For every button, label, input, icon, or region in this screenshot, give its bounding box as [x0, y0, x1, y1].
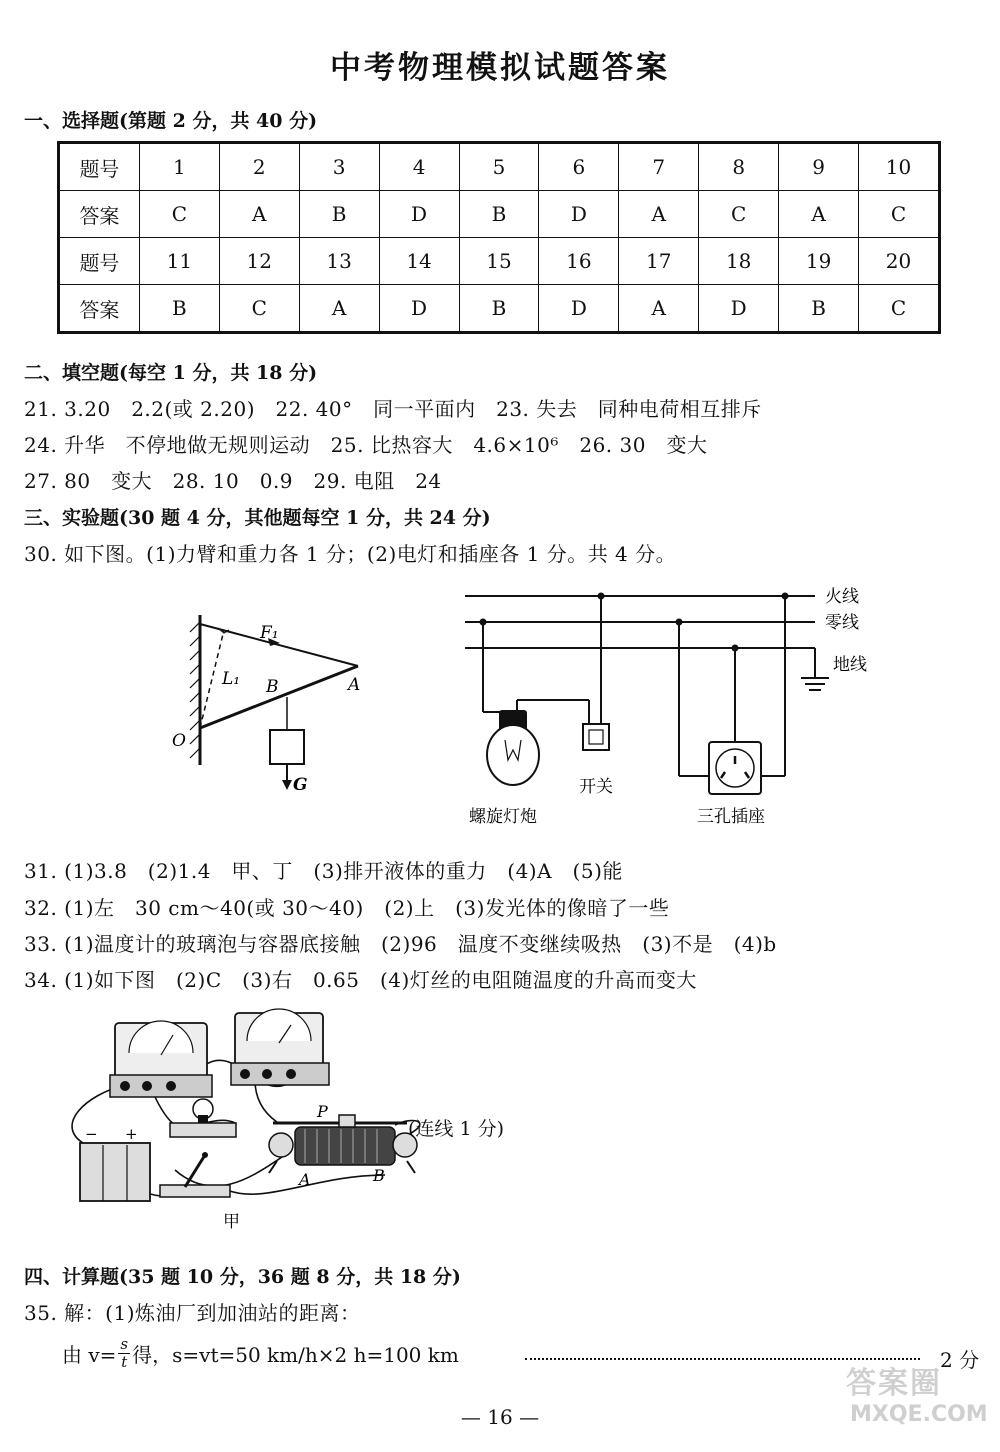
label-a: A	[348, 675, 361, 695]
answer-cell: A	[619, 191, 699, 238]
answer-cell: A	[779, 191, 859, 238]
answer-cell: 14	[379, 238, 459, 285]
answer-cell: 17	[619, 238, 699, 285]
battery-minus-label: −	[85, 1125, 98, 1143]
fill-line-2: 24. 升华 不停地做无规则运动 25. 比热容大 4.6×10⁶ 26. 30 变大	[24, 433, 708, 457]
answer-cell: 10	[859, 143, 940, 191]
label-o: O	[172, 731, 186, 751]
knife-switch	[160, 1152, 230, 1197]
answer-cell: 7	[619, 143, 699, 191]
section-2-heading: 二、填空题(每空 1 分，共 18 分)	[24, 362, 318, 384]
q32-line: 32. (1)左 30 cm～40(或 30～40) (2)上 (3)发光体的像暗了一些	[24, 896, 670, 920]
answer-cell: B	[779, 285, 859, 333]
switch-box	[583, 724, 609, 750]
formula-suffix: 得，s=vt=50 km/h×2 h=100 km	[132, 1343, 459, 1367]
answer-cell: A	[219, 191, 299, 238]
q30-line: 30. 如下图。(1)力臂和重力各 1 分；(2)电灯和插座各 1 分。共 4 分。	[24, 542, 677, 566]
rheostat-label-b: B	[373, 1166, 385, 1185]
answer-cell: 5	[459, 143, 539, 191]
rheostat	[269, 1115, 417, 1173]
weight-block	[270, 730, 304, 764]
formula-fraction	[118, 1336, 130, 1371]
answer-table-row	[59, 238, 940, 285]
answer-cell: 13	[299, 238, 379, 285]
row-label: 题号	[59, 143, 140, 191]
label-ground: 地线	[833, 655, 867, 675]
apparatus-note: (连线 1 分)	[408, 1118, 504, 1140]
formula-prefix: 由 v=	[62, 1343, 117, 1367]
answer-cell: C	[699, 191, 779, 238]
q31-line: 31. (1)3.8 (2)1.4 甲、丁 (3)排开液体的重力 (4)A (5)能	[24, 859, 623, 883]
label-bulb: 螺旋灯炮	[469, 807, 537, 827]
bulb-glass	[487, 725, 539, 785]
answer-cell: 16	[539, 238, 619, 285]
battery-box	[80, 1143, 150, 1201]
answer-table	[57, 141, 941, 334]
watermark-text: 答案圈	[846, 1366, 942, 1401]
answer-cell: D	[379, 191, 459, 238]
label-f1: F₁	[260, 623, 279, 643]
answer-cell: 20	[859, 238, 940, 285]
label-g: G	[293, 775, 308, 790]
fill-line-1: 21. 3.20 2.2(或 2.20) 22. 40° 同一平面内 23. 失去 同种电荷相互排斥	[24, 397, 762, 421]
formula-numerator: s	[120, 1335, 129, 1353]
row-label: 答案	[59, 191, 140, 238]
formula-denominator: t	[121, 1353, 128, 1371]
label-l1: L₁	[222, 669, 241, 689]
battery-plus-label: +	[125, 1125, 138, 1143]
label-switch: 开关	[579, 777, 613, 797]
gravity-arrowhead	[282, 780, 292, 790]
label-socket: 三孔插座	[697, 807, 765, 827]
answer-cell: B	[459, 285, 539, 333]
voltmeter-1	[110, 1021, 212, 1097]
score-label: 2 分	[940, 1348, 980, 1372]
answer-table-row	[59, 285, 940, 333]
answer-cell: 15	[459, 238, 539, 285]
answer-cell: A	[619, 285, 699, 333]
answer-cell: D	[539, 285, 619, 333]
fill-line-3: 27. 80 变大 28. 10 0.9 29. 电阻 24	[24, 469, 442, 493]
answer-cell: D	[539, 191, 619, 238]
rheostat-label-a: A	[299, 1170, 311, 1189]
answer-cell: A	[299, 285, 379, 333]
page-title: 中考物理模拟试题答案	[330, 50, 670, 86]
label-live: 火线	[825, 587, 859, 607]
answer-cell: 4	[379, 143, 459, 191]
q35-line: 35. 解：(1)炼油厂到加油站的距离：	[24, 1301, 361, 1325]
label-b: B	[266, 677, 279, 697]
ammeter-1	[231, 1009, 329, 1085]
socket-box	[709, 742, 761, 794]
answer-cell: 18	[699, 238, 779, 285]
answer-cell: 9	[779, 143, 859, 191]
answer-table-row	[59, 191, 940, 238]
lever-diagram	[160, 600, 380, 790]
label-neutral: 零线	[825, 613, 859, 633]
watermark-url: MXQE.COM	[850, 1402, 988, 1427]
answer-cell: C	[859, 191, 940, 238]
answer-cell: C	[139, 191, 219, 238]
formula-line	[62, 1336, 459, 1371]
answer-cell: D	[699, 285, 779, 333]
answer-table-row	[59, 143, 940, 191]
section-1-heading: 一、选择题(第题 2 分，共 40 分)	[24, 110, 318, 132]
answer-cell: C	[859, 285, 940, 333]
moment-arm-line	[200, 630, 224, 728]
q33-line: 33. (1)温度计的玻璃泡与容器底接触 (2)96 温度不变继续吸热 (3)不是 (4)b	[24, 932, 777, 956]
answer-cell: D	[379, 285, 459, 333]
answer-cell: B	[459, 191, 539, 238]
answer-cell: B	[299, 191, 379, 238]
answer-cell: 2	[219, 143, 299, 191]
q34-line: 34. (1)如下图 (2)C (3)右 0.65 (4)灯丝的电阻随温度的升高而变大	[24, 968, 697, 992]
answer-cell: 12	[219, 238, 299, 285]
label-jia: 甲	[223, 1212, 240, 1232]
answer-cell: 8	[699, 143, 779, 191]
answer-cell: 6	[539, 143, 619, 191]
row-label: 题号	[59, 238, 140, 285]
answer-cell: 1	[139, 143, 219, 191]
answer-cell: B	[139, 285, 219, 333]
page-number: — 16 —	[460, 1405, 540, 1429]
household-circuit-diagram	[455, 580, 875, 830]
rheostat-label-p: P	[317, 1102, 328, 1121]
section-3-heading: 三、实验题(30 题 4 分，其他题每空 1 分，共 24 分)	[24, 507, 491, 529]
answer-cell: 11	[139, 238, 219, 285]
answer-cell: 19	[779, 238, 859, 285]
lamp-holder	[170, 1099, 236, 1137]
answer-cell: C	[219, 285, 299, 333]
row-label: 答案	[59, 285, 140, 333]
section-4-heading: 四、计算题(35 题 10 分，36 题 8 分，共 18 分)	[24, 1266, 461, 1288]
answer-cell: 3	[299, 143, 379, 191]
